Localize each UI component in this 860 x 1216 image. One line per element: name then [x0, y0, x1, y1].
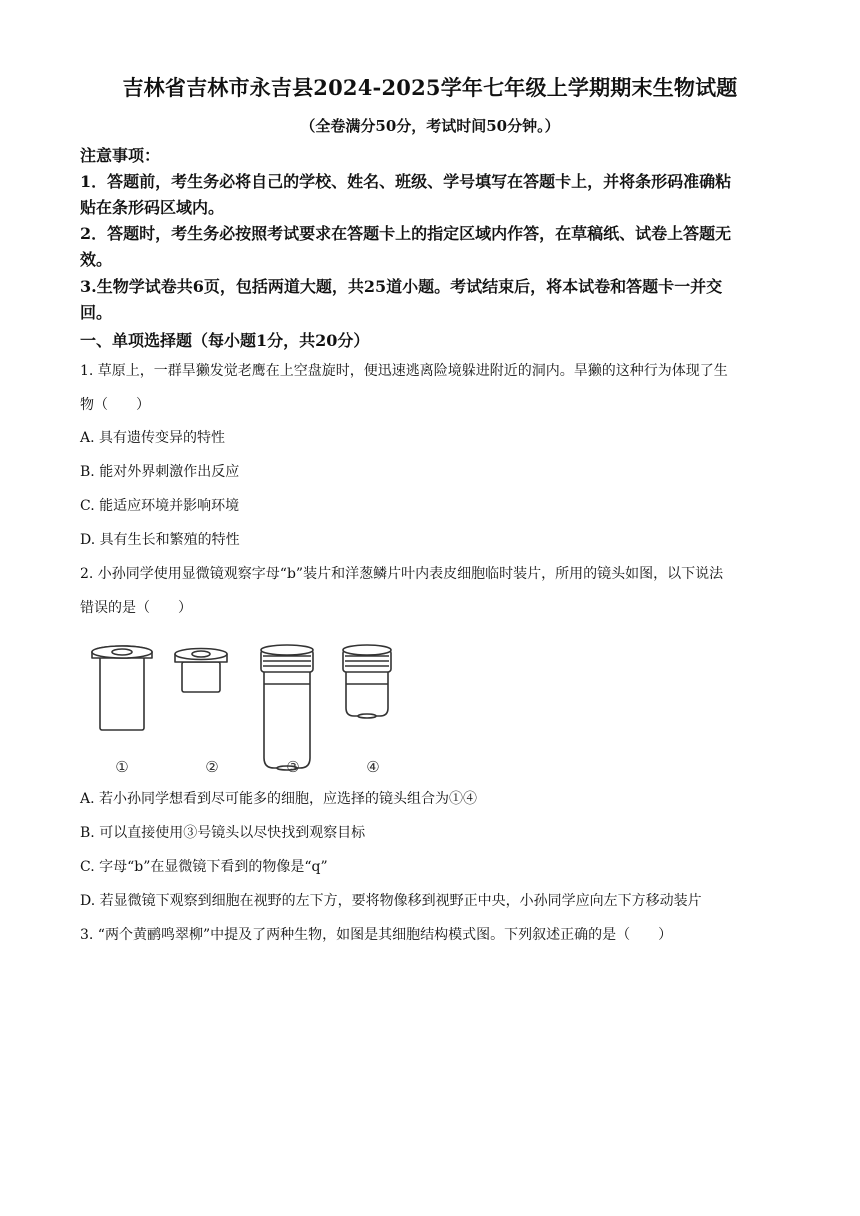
q2-option-a: A. 若小孙同学想看到尽可能多的细胞，应选择的镜头组合为①④ [80, 791, 478, 807]
q1-option-c: C. 能适应环境并影响环境 [80, 498, 240, 514]
lens-label-3: ③ [286, 758, 300, 776]
q1-stem-line-1: 1. 草原上，一群旱獭发觉老鹰在上空盘旋时，便迅速逃离险境躲进附近的洞内。旱獭的这种行为体现了生 [80, 363, 728, 379]
notice-heading: 注意事项： [80, 146, 161, 165]
notice-item-3-line-2: 回。 [80, 303, 113, 322]
q1-option-d: D. 具有生长和繁殖的特性 [80, 532, 240, 548]
q2-stem-line-2: 错误的是（ ） [80, 600, 192, 616]
lens-4-objective [343, 645, 391, 718]
q1-option-a: A. 具有遗传变异的特性 [80, 430, 226, 446]
section-1-heading: 一、单项选择题（每小题1分，共20分） [80, 331, 370, 350]
q3-stem-line-1: 3. “两个黄鹂鸣翠柳”中提及了两种生物，如图是其细胞结构模式图。下列叙述正确的是（ ） [80, 927, 673, 943]
q2-stem-line-1: 2. 小孙同学使用显微镜观察字母“b”装片和洋葱鳞片叶内表皮细胞临时装片，所用的镜头如图，以下说法 [80, 566, 724, 582]
lens-label-1: ① [115, 758, 129, 776]
q1-option-b: B. 能对外界刺激作出反应 [80, 464, 240, 480]
notice-item-2-line-2: 效。 [80, 250, 113, 269]
lens-label-4: ④ [366, 758, 380, 776]
q2-option-c: C. 字母“b”在显微镜下看到的物像是“q” [80, 859, 328, 875]
notice-item-2-line-1: 2．答题时，考生务必按照考试要求在答题卡上的指定区域内作答，在草稿纸、试卷上答题无 [80, 224, 732, 243]
lens-1-eyepiece [92, 646, 152, 730]
lens-3-objective [261, 645, 313, 770]
notice-item-1-line-1: 1．答题前，考生务必将自己的学校、姓名、班级、学号填写在答题卡上，并将条形码准确粘 [80, 172, 732, 191]
microscope-lenses-figure [80, 640, 420, 780]
lens-label-2: ② [205, 758, 219, 776]
lens-2-eyepiece [175, 649, 227, 693]
notice-item-1-line-2: 贴在条形码区域内。 [80, 198, 225, 217]
page-title: 吉林省吉林市永吉县2024-2025学年七年级上学期期末生物试题 [122, 75, 738, 100]
page-subtitle: （全卷满分50分，考试时间50分钟。） [300, 117, 560, 135]
q2-option-d: D. 若显微镜下观察到细胞在视野的左下方，要将物像移到视野正中央，小孙同学应向左下方移动装片 [80, 893, 702, 909]
q1-stem-line-2: 物（ ） [80, 397, 150, 413]
notice-item-3-line-1: 3.生物学试卷共6页，包括两道大题，共25道小题。考试结束后，将本试卷和答题卡一并交 [80, 277, 723, 296]
q2-option-b: B. 可以直接使用③号镜头以尽快找到观察目标 [80, 825, 366, 841]
